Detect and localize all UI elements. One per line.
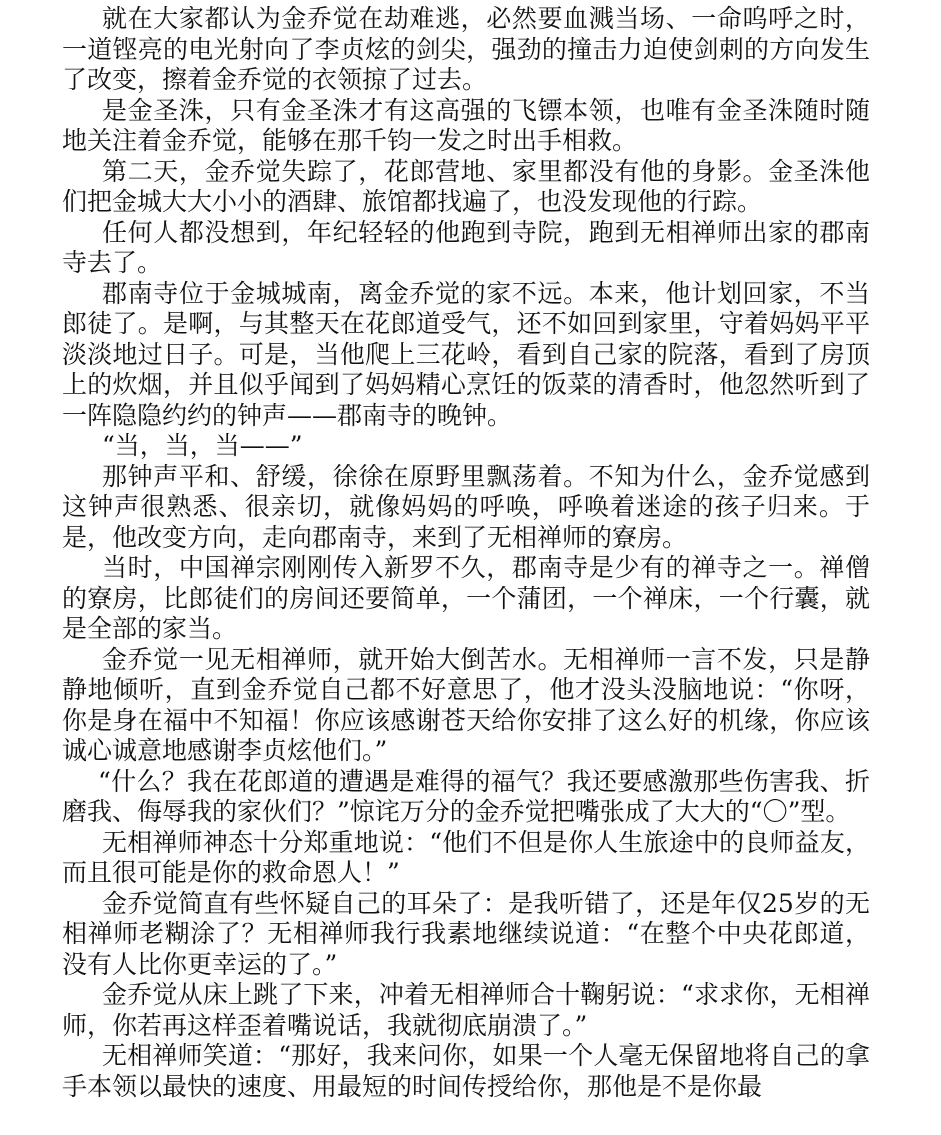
paragraph: 是金圣洙，只有金圣洙才有这高强的飞镖本领，也唯有金圣洙随时随地关注着金乔觉，能够在那千钧一发之时出手相救。	[62, 95, 870, 155]
paragraph: “什么？我在花郎道的遭遇是难得的福气？我还要感激那些伤害我、折磨我、侮辱我的家伙们？”惊诧万分的金乔觉把嘴张成了大大的“〇”型。	[62, 766, 870, 826]
paragraph: 那钟声平和、舒缓，徐徐在原野里飘荡着。不知为什么，金乔觉感到这钟声很熟悉、很亲切，就像妈妈的呼唤，呼唤着迷途的孩子归来。于是，他改变方向，走向郡南寺，来到了无相禅师的寮房。	[62, 461, 870, 552]
paragraph: 无相禅师神态十分郑重地说：“他们不但是你人生旅途中的良师益友，而且很可能是你的救命恩人！”	[62, 827, 870, 887]
paragraph: 郡南寺位于金城城南，离金乔觉的家不远。本来，他计划回家，不当郎徒了。是啊，与其整天在花郎道受气，还不如回到家里，守着妈妈平平淡淡地过日子。可是，当他爬上三花岭，看到自己家的院落，看到了房顶上的炊烟，并且似乎闻到了妈妈精心烹饪的饭菜的清香时，他忽然听到了一阵隐隐约约的钟声——郡南寺的晚钟。	[62, 278, 870, 430]
document-body	[62, 4, 870, 1102]
paragraph: 无相禅师笑道：“那好，我来问你，如果一个人毫无保留地将自己的拿手本领以最快的速度、用最短的时间传授给你，那他是不是你最	[62, 1041, 870, 1101]
paragraph: “当，当，当——”	[102, 431, 303, 460]
paragraph: 当时，中国禅宗刚刚传入新罗不久，郡南寺是少有的禅寺之一。禅僧的寮房，比郎徒们的房间还要简单，一个蒲团，一个禅床，一个行囊，就是全部的家当。	[62, 553, 870, 643]
paragraph: 金乔觉一见无相禅师，就开始大倒苦水。无相禅师一言不发，只是静静地倾听，直到金乔觉自己都不好意思了，他才没头没脑地说：“你呀，你是身在福中不知福！你应该感谢苍天给你安排了这么好的机缘，你应该诚心诚意地感谢李贞炫他们。”	[62, 644, 870, 765]
paragraph: 第二天，金乔觉失踪了，花郎营地、家里都没有他的身影。金圣洙他们把金城大大小小的酒肆、旅馆都找遍了，也没发现他的行踪。	[62, 156, 870, 216]
paragraph: 就在大家都认为金乔觉在劫难逃，必然要血溅当场、一命呜呼之时，一道铿亮的电光射向了李贞炫的剑尖，强劲的撞击力迫使剑刺的方向发生了改变，擦着金乔觉的衣领掠了过去。	[62, 4, 870, 94]
paragraph: 金乔觉简直有些怀疑自己的耳朵了：是我听错了，还是年仅25岁的无相禅师老糊涂了？无相禅师我行我素地继续说道：“在整个中央花郎道，没有人比你更幸运的了。”	[62, 888, 870, 979]
paragraph: 任何人都没想到，年纪轻轻的他跑到寺院，跑到无相禅师出家的郡南寺去了。	[62, 217, 870, 277]
paragraph: 金乔觉从床上跳了下来，冲着无相禅师合十鞠躬说：“求求你，无相禅师，你若再这样歪着嘴说话，我就彻底崩溃了。”	[62, 980, 870, 1040]
